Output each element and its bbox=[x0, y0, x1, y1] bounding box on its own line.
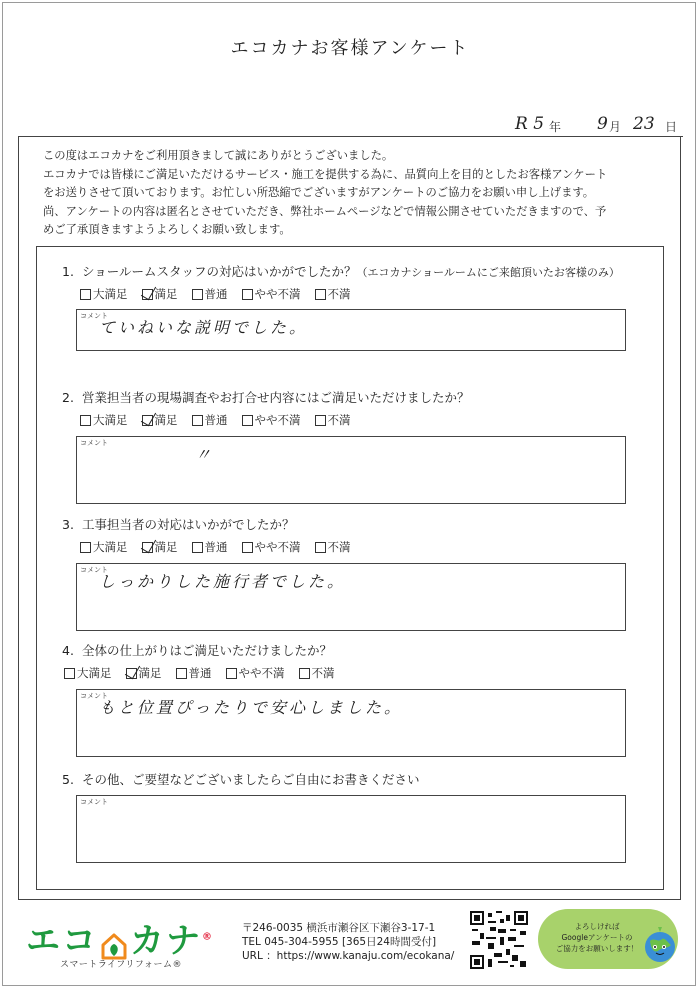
intro-line: をお送りさせて頂いております。お忙しい所恐縮でございますがアンケートのご協力をお願い申し上げます。 bbox=[43, 186, 595, 200]
checkbox[interactable] bbox=[176, 668, 187, 679]
address-line: 〒246-0035 横浜市瀬谷区下瀬谷3-17-1 bbox=[242, 922, 436, 934]
phone-line: TEL 045-304-5955 [365日24時間受付] bbox=[242, 936, 437, 948]
google-survey-bubble[interactable]: よろしければ Googleアンケートの ご協力をお願いします！ bbox=[538, 909, 678, 969]
checkbox[interactable] bbox=[242, 289, 253, 300]
option-dissatisfied[interactable]: 不満 bbox=[315, 539, 351, 555]
option-dissatisfied[interactable]: 不満 bbox=[315, 412, 351, 428]
checkbox[interactable] bbox=[242, 415, 253, 426]
question-5: 5. その他、ご要望などございましたらご自由にお書きください bbox=[62, 772, 420, 787]
option-dissatisfied[interactable]: 不満 bbox=[315, 286, 351, 302]
checkbox[interactable] bbox=[299, 668, 310, 679]
option-neutral[interactable]: 普通 bbox=[176, 665, 212, 681]
company-address bbox=[242, 921, 454, 963]
option-very-satisfied[interactable]: 大満足 bbox=[80, 539, 128, 555]
date-year-unit: 年 bbox=[549, 120, 562, 134]
checkbox[interactable] bbox=[226, 668, 237, 679]
comment-box-5[interactable]: コメント bbox=[76, 795, 626, 863]
option-dissatisfied[interactable]: 不満 bbox=[299, 665, 335, 681]
option-somewhat-dissatisfied[interactable]: やや不満 bbox=[242, 539, 301, 555]
comment-1-text: ていねいな説明でした。 bbox=[99, 318, 309, 337]
checkbox[interactable] bbox=[315, 542, 326, 553]
question-1-options bbox=[80, 286, 351, 302]
date-day: 23 bbox=[633, 114, 655, 134]
house-icon bbox=[100, 929, 128, 957]
date-day-unit: 日 bbox=[665, 120, 678, 134]
checkbox[interactable] bbox=[315, 415, 326, 426]
page-title: エコカナお客様アンケート bbox=[230, 38, 470, 59]
question-1-note: （エコカナショールームにご来館頂いたお客様のみ） bbox=[356, 266, 620, 279]
checkbox-checked[interactable] bbox=[142, 415, 153, 426]
option-satisfied[interactable]: 満足 bbox=[126, 665, 162, 681]
option-satisfied[interactable]: 満足 bbox=[142, 539, 178, 555]
checkbox[interactable] bbox=[80, 542, 91, 553]
option-somewhat-dissatisfied[interactable]: やや不満 bbox=[242, 412, 301, 428]
date-month: 9 bbox=[597, 114, 608, 134]
option-neutral[interactable]: 普通 bbox=[192, 286, 228, 302]
footer bbox=[0, 905, 700, 985]
option-very-satisfied[interactable]: 大満足 bbox=[80, 286, 128, 302]
question-5-text: その他、ご要望などございましたらご自由にお書きください bbox=[82, 772, 420, 787]
ecokana-logo: エコ カナ® bbox=[26, 921, 214, 961]
comment-2-text: 〃 bbox=[195, 445, 215, 464]
option-somewhat-dissatisfied[interactable]: やや不満 bbox=[242, 286, 301, 302]
checkbox[interactable] bbox=[192, 415, 203, 426]
question-4: 4. 全体の仕上がりはご満足いただけましたか？ bbox=[62, 643, 333, 658]
checkbox[interactable] bbox=[80, 289, 91, 300]
comment-box-1[interactable]: コメント ていねいな説明でした。 bbox=[76, 309, 626, 351]
question-4-text: 全体の仕上がりはご満足いただけましたか？ bbox=[82, 643, 333, 658]
comment-3-text: しっかりした施行者でした。 bbox=[99, 572, 347, 591]
qr-code-icon[interactable] bbox=[470, 911, 528, 969]
checkbox[interactable] bbox=[80, 415, 91, 426]
intro-line: 尚、アンケートの内容は匿名とさせていただき、弊社ホームページなどで情報公開させていただきますので、予 bbox=[43, 204, 607, 218]
checkbox-checked[interactable] bbox=[142, 542, 153, 553]
checkbox[interactable] bbox=[315, 289, 326, 300]
option-very-satisfied[interactable]: 大満足 bbox=[64, 665, 112, 681]
comment-box-4[interactable]: コメント もと位置ぴったりで安心しました。 bbox=[76, 689, 626, 757]
checkbox-checked[interactable] bbox=[142, 289, 153, 300]
logo-subtitle: スマートライフリフォーム® bbox=[60, 960, 182, 970]
checkbox[interactable] bbox=[192, 289, 203, 300]
comment-box-3[interactable]: コメント しっかりした施行者でした。 bbox=[76, 563, 626, 631]
question-1-text: ショールームスタッフの対応はいかがでしたか？ bbox=[82, 264, 357, 279]
option-somewhat-dissatisfied[interactable]: やや不満 bbox=[226, 665, 285, 681]
checkbox-checked[interactable] bbox=[126, 668, 137, 679]
comment-box-2[interactable]: コメント 〃 bbox=[76, 436, 626, 504]
date-field bbox=[505, 114, 683, 137]
checkbox[interactable] bbox=[192, 542, 203, 553]
question-3: 3. 工事担当者の対応はいかがでしたか？ bbox=[62, 517, 295, 532]
intro-text bbox=[43, 147, 673, 240]
date-month-unit: 月 bbox=[609, 120, 622, 134]
checkbox[interactable] bbox=[242, 542, 253, 553]
intro-line: この度はエコカナをご利用頂きまして誠にありがとうございました。 bbox=[43, 149, 394, 162]
globe-mascot-icon bbox=[640, 925, 680, 970]
intro-line: エコカナでは皆様にご満足いただけるサービス・施工を提供する為に、品質向上を目的としたお客様アンケート bbox=[43, 167, 608, 181]
question-3-text: 工事担当者の対応はいかがでしたか？ bbox=[82, 517, 295, 532]
option-neutral[interactable]: 普通 bbox=[192, 539, 228, 555]
checkbox[interactable] bbox=[64, 668, 75, 679]
date-era: R 5 bbox=[515, 114, 545, 134]
intro-line: めご了承頂きますようよろしくお願い致します。 bbox=[43, 223, 291, 237]
comment-4-text: もと位置ぴったりで安心しました。 bbox=[99, 698, 404, 717]
question-2-text: 営業担当者の現場調査やお打合せ内容にはご満足いただけましたか？ bbox=[82, 390, 470, 405]
question-2-options bbox=[80, 412, 351, 428]
question-4-options bbox=[64, 665, 335, 681]
option-satisfied[interactable]: 満足 bbox=[142, 286, 178, 302]
option-satisfied[interactable]: 満足 bbox=[142, 412, 178, 428]
option-neutral[interactable]: 普通 bbox=[192, 412, 228, 428]
question-1: 1. ショールームスタッフの対応はいかがでしたか？（エコカナショールームにご来館頂いたお客様のみ） bbox=[62, 264, 620, 279]
option-very-satisfied[interactable]: 大満足 bbox=[80, 412, 128, 428]
question-3-options bbox=[80, 539, 351, 555]
question-2: 2. 営業担当者の現場調査やお打合せ内容にはご満足いただけましたか？ bbox=[62, 390, 470, 405]
url-line[interactable]: URL ：https://www.kanaju.com/ecokana/ bbox=[242, 950, 455, 962]
